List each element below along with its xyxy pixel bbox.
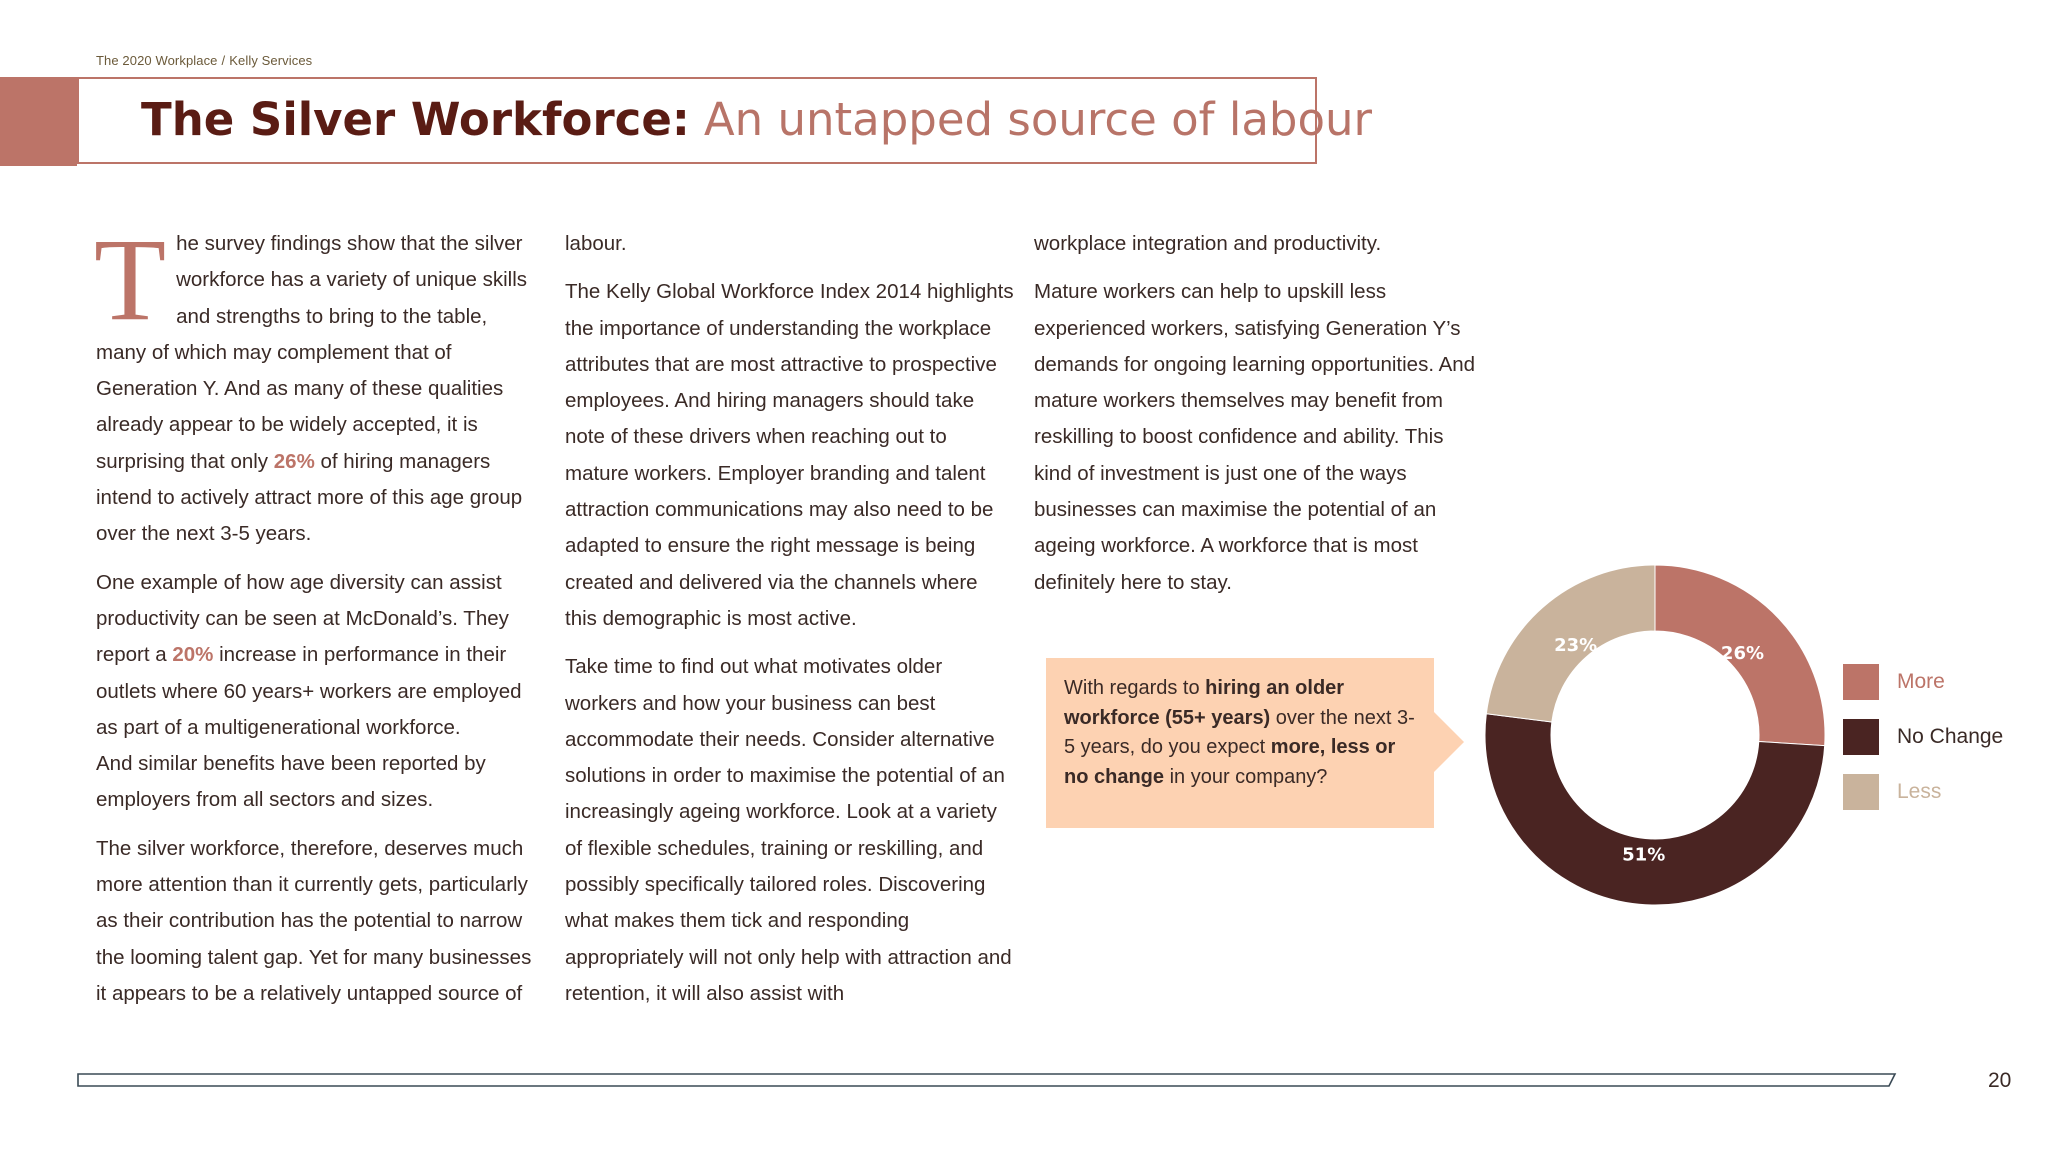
text-column-3 (1034, 226, 1484, 613)
paragraph: The Kelly Global Workforce Index 2014 highlights the importance of understanding the workplace attributes that are most attractive to prospective employees. And hiring managers should take note of these drivers when reaching out to mature workers. Employer branding and talent attraction communications may also need to be adapted to ensure the right message is being created and delivered via the channels where this demographic is most active. (565, 280, 1014, 630)
paragraph-text: increase in performance in their outlets where 60 years+ workers are employed as part of a multigenerational workforce. (96, 643, 522, 739)
text-column-1 (94, 214, 542, 1024)
paragraph-text: he survey findings show that the silver workforce has a variety of unique skills and strengths to bring to the table, many of which may complement that of Generation Y. And as many of these qualities already appear to be widely accepted, it is surprising that only (96, 232, 528, 473)
paragraph-text: And similar benefits have been reported by employers from all sectors and sizes. (96, 752, 486, 812)
highlight-stat: 26% (273, 449, 315, 473)
survey-question-callout (1046, 658, 1434, 828)
donut-chart (1480, 560, 1830, 910)
legend-swatch (1843, 774, 1879, 810)
title-box (77, 77, 1373, 164)
callout-text: over the next 3-5 years, do you expect (1064, 706, 1415, 758)
page-title-main: The Silver Workforce: (141, 93, 690, 146)
paragraph: Take time to find out what motivates older workers and how your business can best accommodate their needs. Consider alternative solutions in order to maximise the potential of an increasingly ageing workforce. Look at a variety of flexible schedules, training or reskilling, and possibly specifically tailored roles. Discovering what makes them tick and responding appropriately will not only help with attraction and retention, it will also assist with (565, 655, 1012, 1005)
breadcrumb-publication: The 2020 Workplace (96, 53, 218, 68)
paragraph-text: of hiring managers intend to actively attract more of this age group over the next 3-5 years. (96, 449, 523, 546)
page-title-subtitle: An untapped source of labour (703, 93, 1373, 146)
legend-swatch (1843, 664, 1879, 700)
text-column-2 (565, 226, 1015, 1024)
drop-cap: T (94, 214, 167, 345)
paragraph-text: One example of how age diversity can assist productivity can be seen at McDonald’s. They report a (96, 570, 509, 667)
paragraph (96, 565, 542, 819)
page-title (141, 92, 1372, 148)
breadcrumb-publisher: Kelly Services (229, 53, 313, 68)
legend-swatch (1843, 719, 1879, 755)
paragraph: labour. (565, 232, 627, 255)
title-accent-block (0, 77, 77, 166)
paragraph (94, 214, 542, 553)
donut-slice-label: 51% (1622, 844, 1666, 866)
legend-label: More (1897, 670, 1945, 693)
paragraph: The silver workforce, therefore, deserves much more attention than it currently gets, particularly as their contribution has the potential to narrow the looming talent gap. Yet for many businesses it appears to be a relatively untapped source of (96, 836, 532, 1005)
paragraph: Mature workers can help to upskill less experienced workers, satisfying Generation Y’s demands for ongoing learning opportunities. And mature workers themselves may benefit from reskilling to boost confidence and ability. This kind of investment is just one of the ways businesses can maximise the potential of an ageing workforce. A workforce that is most definitely here to stay. (1034, 280, 1476, 594)
footer-rule (77, 1072, 1897, 1088)
callout-text: in your company? (1164, 765, 1328, 788)
donut-slice-no-change (1485, 714, 1825, 905)
breadcrumb-separator: / (221, 53, 226, 68)
paragraph: workplace integration and productivity. (1034, 232, 1382, 255)
page-number: 20 (1988, 1069, 2012, 1092)
donut-slice-label: 23% (1554, 634, 1598, 656)
legend-label: No Change (1897, 725, 2004, 748)
donut-slice-label: 26% (1720, 642, 1765, 664)
highlight-stat: 20% (172, 643, 214, 667)
breadcrumb (96, 53, 312, 68)
callout-bold: more, less or no change (1064, 736, 1396, 788)
callout-text: With regards to (1064, 677, 1206, 699)
callout-pointer (1434, 712, 1464, 772)
legend-label: Less (1897, 780, 1942, 803)
callout-bold: hiring an older workforce (55+ years) (1064, 677, 1345, 729)
